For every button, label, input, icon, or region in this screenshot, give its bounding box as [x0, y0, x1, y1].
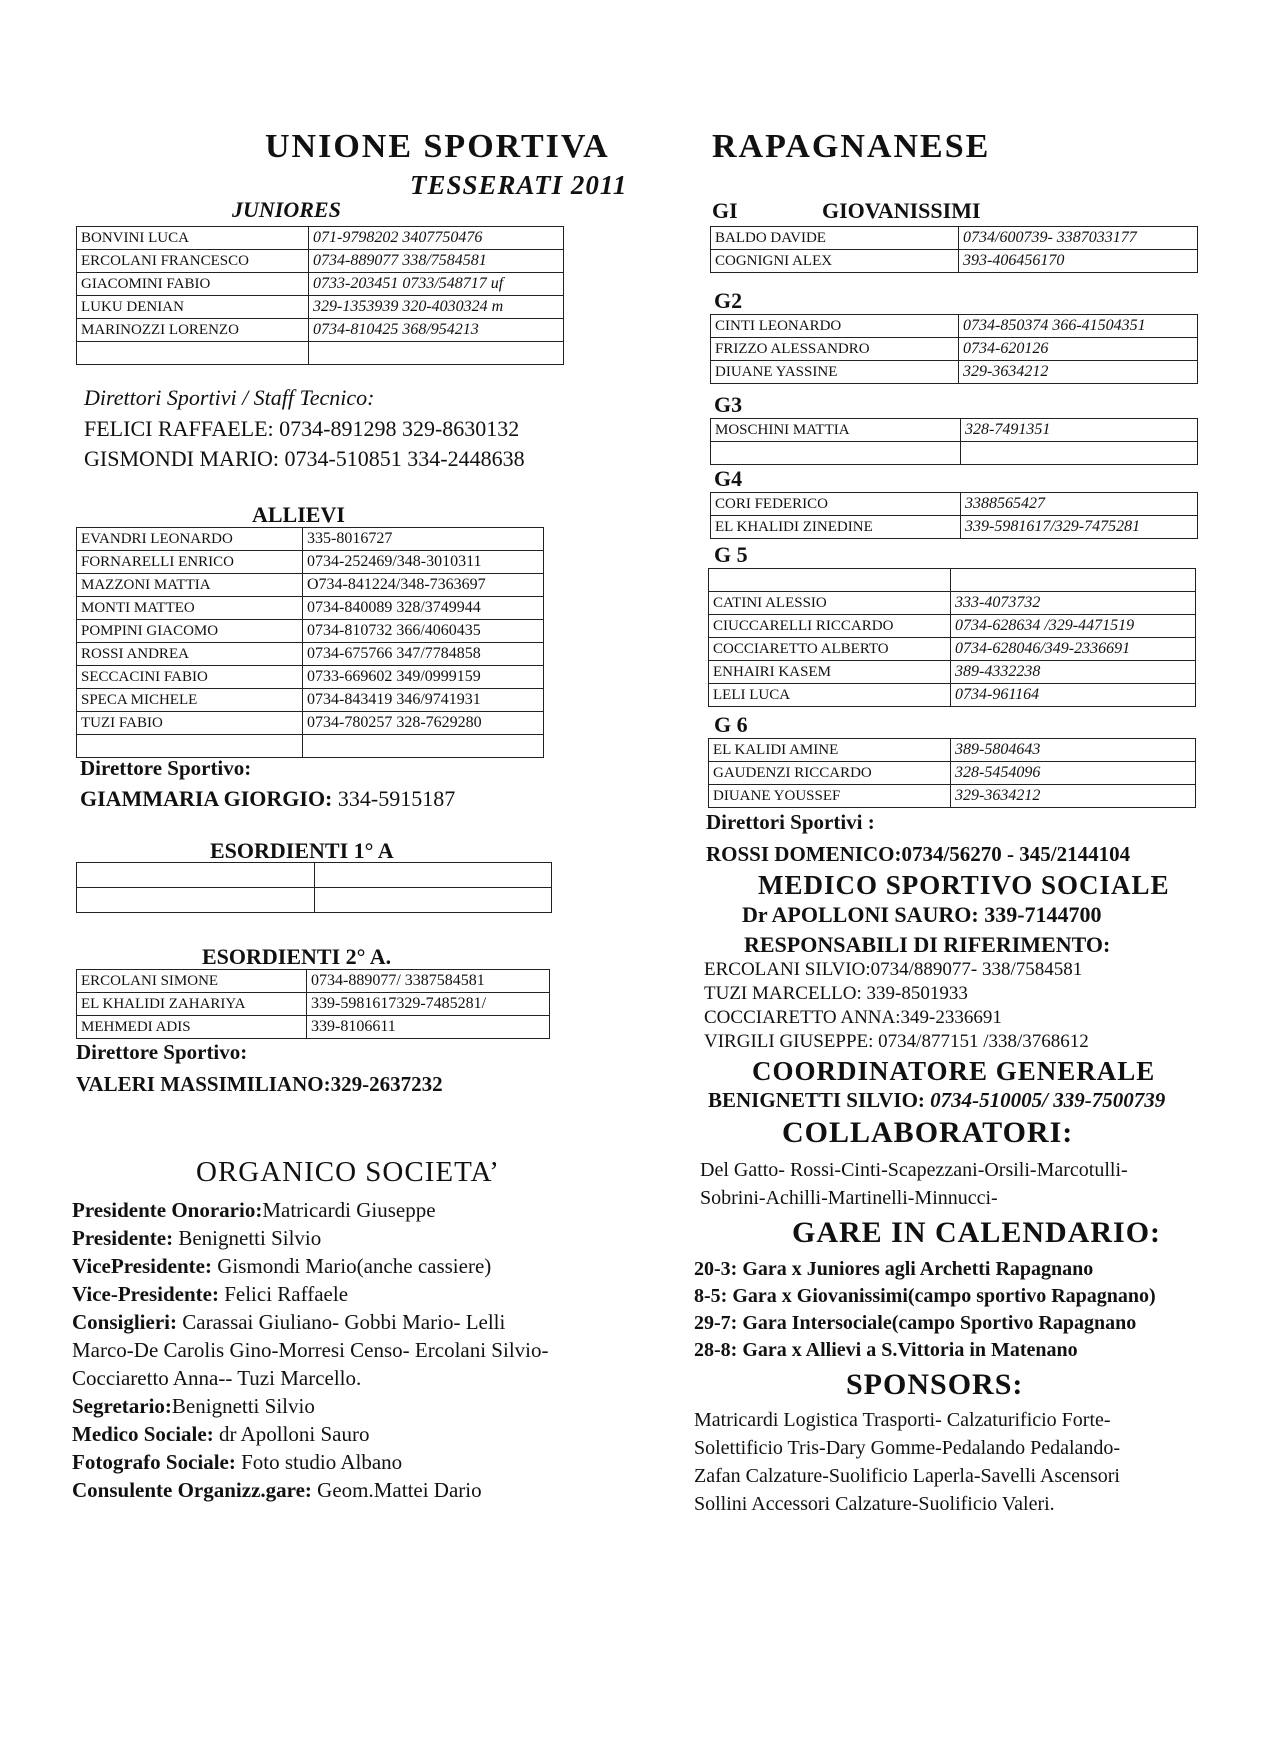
- organico-line: [72, 1448, 632, 1476]
- table-row: [77, 597, 544, 620]
- player-phone: 333-4073732: [951, 592, 1196, 615]
- gare-list: [694, 1256, 1274, 1364]
- organico-line: [72, 1308, 632, 1336]
- player-phone: 0734-628634 /329-4471519: [951, 615, 1196, 638]
- gara-date: 28-8:: [694, 1339, 738, 1361]
- allievi-director-phone: 334-5915187: [337, 786, 456, 811]
- g3-table: [710, 418, 1198, 465]
- esordienti1-table: [76, 862, 552, 913]
- player-name: LELI LUCA: [709, 684, 951, 707]
- organico-role: Segretario:: [72, 1394, 172, 1418]
- collab-title: COLLABORATORI:: [782, 1116, 1074, 1149]
- collab-line: Del Gatto- Rossi-Cinti-Scapezzani-Orsili-Marcotulli-: [700, 1159, 1128, 1181]
- player-phone: 0734-675766 347/7784858: [303, 643, 544, 666]
- organico-person: Gismondi Mario(anche cassiere): [211, 1254, 492, 1278]
- g2-table: [710, 314, 1198, 384]
- player-name: CIUCCARELLI RICCARDO: [709, 615, 951, 638]
- organico-person: Benignetti Silvio: [171, 1394, 315, 1418]
- title-right: RAPAGNANESE: [712, 128, 991, 165]
- subtitle: TESSERATI 2011: [410, 170, 628, 200]
- player-phone: 389-5804643: [951, 739, 1196, 762]
- organico-person: Foto studio Albano: [235, 1450, 403, 1474]
- player-phone: 0734-889077 338/7584581: [309, 250, 564, 273]
- player-phone: 0734-840089 328/3749944: [303, 597, 544, 620]
- table-row: [77, 643, 544, 666]
- sponsor-line: Sollini Accessori Calzature-Suolificio Valeri.: [694, 1493, 1055, 1515]
- player-phone: 328-7491351: [961, 419, 1198, 442]
- coord-line: [708, 1088, 1165, 1113]
- table-row: [709, 785, 1196, 808]
- table-row: [77, 551, 544, 574]
- player-phone: 339-5981617/329-7475281: [961, 516, 1198, 539]
- right-directors: ROSSI DOMENICO:0734/56270 - 345/2144104: [706, 842, 1131, 866]
- organico-line: [72, 1336, 632, 1364]
- allievi-title: ALLIEVI: [252, 502, 345, 527]
- table-row: [709, 638, 1196, 661]
- organico-role: Fotografo Sociale:: [72, 1450, 236, 1474]
- table-row: [77, 666, 544, 689]
- organico-person: Geom.Mattei Dario: [311, 1478, 482, 1502]
- gara-text: Gara x Giovanissimi(campo sportivo Rapagnano): [732, 1285, 1156, 1307]
- empty-cell: [77, 888, 315, 913]
- player-name: EL KHALIDI ZAHARIYA: [77, 993, 307, 1016]
- player-phone: 0734-810732 366/4060435: [303, 620, 544, 643]
- organico-line: [72, 1280, 632, 1308]
- table-row: [77, 863, 552, 888]
- player-name: TUZI FABIO: [77, 712, 303, 735]
- player-phone: O734-841224/348-7363697: [303, 574, 544, 597]
- resp-line: COCCIARETTO ANNA:349-2336691: [704, 1007, 1002, 1028]
- gara-item: [694, 1310, 1274, 1337]
- coord-phone: 0734-510005/ 339-7500739: [930, 1088, 1166, 1112]
- empty-cell: [315, 888, 552, 913]
- player-name: MARINOZZI LORENZO: [77, 319, 309, 342]
- player-phone: 329-3634212: [959, 361, 1198, 384]
- player-name: GIACOMINI FABIO: [77, 273, 309, 296]
- player-phone: 0733-669602 349/0999159: [303, 666, 544, 689]
- player-name: ERCOLANI SIMONE: [77, 970, 307, 993]
- juniores-title: JUNIORES: [232, 197, 341, 222]
- organico-role: Consiglieri:: [72, 1310, 177, 1334]
- player-name: FORNARELLI ENRICO: [77, 551, 303, 574]
- player-phone: 339-8106611: [307, 1016, 550, 1039]
- player-phone: 0734-850374 366-41504351: [959, 315, 1198, 338]
- sponsor-line: Solettificio Tris-Dary Gomme-Pedalando Pedalando-: [694, 1437, 1121, 1459]
- gara-text: Gara Intersociale(campo Sportivo Rapagnano: [742, 1312, 1137, 1334]
- player-phone: 335-8016727: [303, 528, 544, 551]
- player-name: SPECA MICHELE: [77, 689, 303, 712]
- allievi-director-name: GIAMMARIA GIORGIO:: [80, 786, 333, 811]
- player-phone: 0734-961164: [951, 684, 1196, 707]
- medico-title: MEDICO SPORTIVO SOCIALE: [758, 870, 1170, 900]
- player-phone: 0734/600739- 3387033177: [959, 227, 1198, 250]
- gara-item: [694, 1283, 1274, 1310]
- gara-date: 8-5:: [694, 1285, 728, 1307]
- organico-line: [72, 1476, 632, 1504]
- player-name: [711, 442, 961, 465]
- organico-role: Vice-Presidente:: [72, 1282, 219, 1306]
- giovanissimi-code: GI: [712, 198, 738, 223]
- organico-role: Presidente:: [72, 1226, 174, 1250]
- player-name: [77, 735, 303, 758]
- juniores-staff-2: GISMONDI MARIO: 0734-510851 334-2448638: [84, 446, 525, 471]
- esordienti2-director-label: Direttore Sportivo:: [76, 1040, 248, 1064]
- organico-line: [72, 1364, 632, 1392]
- organico-line: [72, 1196, 632, 1224]
- organico-line: [72, 1224, 632, 1252]
- player-phone: 339-5981617329-7485281/: [307, 993, 550, 1016]
- table-row: [77, 993, 550, 1016]
- table-row: [711, 442, 1198, 465]
- g6-title: G 6: [714, 712, 748, 737]
- table-row: [711, 361, 1198, 384]
- table-row: [77, 250, 564, 273]
- g6-table: [708, 738, 1196, 808]
- coord-title: COORDINATORE GENERALE: [752, 1056, 1156, 1086]
- player-phone: 0734-810425 368/954213: [309, 319, 564, 342]
- juniores-staff-heading: Direttori Sportivi / Staff Tecnico:: [84, 385, 375, 410]
- table-row: [77, 574, 544, 597]
- esordienti2-title: ESORDIENTI 2° A.: [202, 944, 392, 969]
- player-name: ROSSI ANDREA: [77, 643, 303, 666]
- table-row: [77, 1016, 550, 1039]
- empty-cell: [77, 863, 315, 888]
- table-row: [709, 661, 1196, 684]
- player-phone: 0734-889077/ 3387584581: [307, 970, 550, 993]
- player-name: CINTI LEONARDO: [711, 315, 959, 338]
- player-name: CORI FEDERICO: [711, 493, 961, 516]
- juniores-table: [76, 226, 564, 365]
- gara-date: 20-3:: [694, 1258, 738, 1280]
- sponsors-title: SPONSORS:: [846, 1368, 1024, 1401]
- player-name: MONTI MATTEO: [77, 597, 303, 620]
- table-row: [77, 528, 544, 551]
- esordienti2-table: [76, 969, 550, 1039]
- organico-line: [72, 1252, 632, 1280]
- table-row: [77, 970, 550, 993]
- organico-title: ORGANICO SOCIETA’: [196, 1156, 500, 1188]
- player-phone: 389-4332238: [951, 661, 1196, 684]
- empty-cell: [315, 863, 552, 888]
- resp-line: TUZI MARCELLO: 339-8501933: [704, 983, 968, 1004]
- table-row: [77, 712, 544, 735]
- esordienti2-director: VALERI MASSIMILIANO:329-2637232: [76, 1072, 443, 1096]
- organico-person: Matricardi Giuseppe: [262, 1198, 436, 1222]
- player-phone: [309, 342, 564, 365]
- player-phone: 0734-252469/348-3010311: [303, 551, 544, 574]
- player-name: ERCOLANI FRANCESCO: [77, 250, 309, 273]
- player-name: MEHMEDI ADIS: [77, 1016, 307, 1039]
- table-row: [77, 888, 552, 913]
- gara-date: 29-7:: [694, 1312, 738, 1334]
- resp-list: [704, 958, 1089, 1054]
- table-row: [711, 516, 1198, 539]
- player-phone: 328-5454096: [951, 762, 1196, 785]
- giovanissimi-table: [710, 226, 1198, 273]
- sponsors-list: [694, 1406, 1120, 1518]
- organico-role: Presidente Onorario:: [72, 1198, 263, 1222]
- table-row: [711, 315, 1198, 338]
- organico-person: Cocciaretto Anna-- Tuzi Marcello.: [72, 1366, 362, 1390]
- player-name: COCCIARETTO ALBERTO: [709, 638, 951, 661]
- gara-text: Gara x Allievi a S.Vittoria in Matenano: [742, 1339, 1078, 1361]
- player-phone: 0733-203451 0733/548717 uf: [309, 273, 564, 296]
- player-name: EL KHALIDI ZINEDINE: [711, 516, 961, 539]
- table-row: [77, 620, 544, 643]
- allievi-table: [76, 527, 544, 758]
- organico-role: VicePresidente:: [72, 1254, 212, 1278]
- sponsor-line: Zafan Calzature-Suolificio Laperla-Savelli Ascensori: [694, 1465, 1120, 1487]
- player-name: GAUDENZI RICCARDO: [709, 762, 951, 785]
- gare-title: GARE IN CALENDARIO:: [792, 1216, 1162, 1249]
- g5-table: [708, 568, 1196, 707]
- table-row: [77, 689, 544, 712]
- player-name: DIUANE YOUSSEF: [709, 785, 951, 808]
- g2-title: G2: [714, 288, 743, 313]
- esordienti1-title: ESORDIENTI 1° A: [210, 838, 394, 863]
- organico-line: [72, 1392, 632, 1420]
- g5-title: G 5: [714, 542, 748, 567]
- gara-item: [694, 1256, 1274, 1283]
- player-name: COGNIGNI ALEX: [711, 250, 959, 273]
- organico-list: [72, 1196, 632, 1504]
- medico-name: Dr APOLLONI SAURO: 339-7144700: [742, 902, 1102, 927]
- table-row: [711, 338, 1198, 361]
- player-name: [709, 569, 951, 592]
- table-row: [77, 273, 564, 296]
- table-row: [709, 569, 1196, 592]
- resp-title: RESPONSABILI DI RIFERIMENTO:: [744, 932, 1111, 957]
- player-phone: 393-406456170: [959, 250, 1198, 273]
- player-phone: 329-3634212: [951, 785, 1196, 808]
- player-phone: 0734-780257 328-7629280: [303, 712, 544, 735]
- resp-line: ERCOLANI SILVIO:0734/889077- 338/7584581: [704, 959, 1083, 980]
- player-phone: 071-9798202 3407750476: [309, 227, 564, 250]
- player-phone: 0734-620126: [959, 338, 1198, 361]
- g4-table: [710, 492, 1198, 539]
- giovanissimi-title: GIOVANISSIMI: [822, 198, 981, 223]
- table-row: [711, 493, 1198, 516]
- organico-person: Felici Raffaele: [218, 1282, 349, 1306]
- coord-name: BENIGNETTI SILVIO:: [708, 1088, 925, 1112]
- gara-text: Gara x Juniores agli Archetti Rapagnano: [742, 1258, 1094, 1280]
- sponsor-line: Matricardi Logistica Trasporti- Calzaturificio Forte-: [694, 1409, 1111, 1431]
- table-row: [77, 735, 544, 758]
- collab-list: [700, 1156, 1128, 1212]
- table-row: [709, 762, 1196, 785]
- player-phone: 0734-628046/349-2336691: [951, 638, 1196, 661]
- player-name: EL KALIDI AMINE: [709, 739, 951, 762]
- player-name: DIUANE YASSINE: [711, 361, 959, 384]
- player-name: FRIZZO ALESSANDRO: [711, 338, 959, 361]
- player-phone: 0734-843419 346/9741931: [303, 689, 544, 712]
- organico-person: dr Apolloni Sauro: [213, 1422, 370, 1446]
- organico-line: [72, 1420, 632, 1448]
- g3-title: G3: [714, 392, 743, 417]
- organico-person: Benignetti Silvio: [173, 1226, 322, 1250]
- table-row: [709, 739, 1196, 762]
- player-phone: [961, 442, 1198, 465]
- player-phone: 3388565427: [961, 493, 1198, 516]
- player-name: BALDO DAVIDE: [711, 227, 959, 250]
- player-phone: [303, 735, 544, 758]
- player-name: SECCACINI FABIO: [77, 666, 303, 689]
- table-row: [77, 227, 564, 250]
- table-row: [711, 227, 1198, 250]
- table-row: [77, 342, 564, 365]
- player-phone: 329-1353939 320-4030324 m: [309, 296, 564, 319]
- table-row: [709, 684, 1196, 707]
- organico-role: Consulente Organizz.gare:: [72, 1478, 312, 1502]
- table-row: [709, 592, 1196, 615]
- player-name: POMPINI GIACOMO: [77, 620, 303, 643]
- table-row: [77, 319, 564, 342]
- player-name: ENHAIRI KASEM: [709, 661, 951, 684]
- table-row: [709, 615, 1196, 638]
- player-phone: [951, 569, 1196, 592]
- player-name: LUKU DENIAN: [77, 296, 309, 319]
- player-name: EVANDRI LEONARDO: [77, 528, 303, 551]
- gara-item: [694, 1337, 1274, 1364]
- title-left: UNIONE SPORTIVA: [265, 128, 610, 165]
- player-name: MOSCHINI MATTIA: [711, 419, 961, 442]
- organico-person: Marco-De Carolis Gino-Morresi Censo- Ercolani Silvio-: [72, 1338, 549, 1362]
- right-directors-label: Direttori Sportivi :: [706, 810, 875, 834]
- allievi-director-label: Direttore Sportivo:: [80, 756, 252, 780]
- player-name: BONVINI LUCA: [77, 227, 309, 250]
- organico-person: Carassai Giuliano- Gobbi Mario- Lelli: [177, 1310, 506, 1334]
- table-row: [711, 419, 1198, 442]
- player-name: [77, 342, 309, 365]
- table-row: [77, 296, 564, 319]
- organico-role: Medico Sociale:: [72, 1422, 214, 1446]
- g4-title: G4: [714, 466, 743, 491]
- player-name: CATINI ALESSIO: [709, 592, 951, 615]
- allievi-director: [80, 786, 455, 812]
- juniores-staff-1: FELICI RAFFAELE: 0734-891298 329-8630132: [84, 416, 520, 441]
- player-name: MAZZONI MATTIA: [77, 574, 303, 597]
- table-row: [711, 250, 1198, 273]
- resp-line: VIRGILI GIUSEPPE: 0734/877151 /338/3768612: [704, 1031, 1089, 1052]
- collab-line: Sobrini-Achilli-Martinelli-Minnucci-: [700, 1187, 998, 1209]
